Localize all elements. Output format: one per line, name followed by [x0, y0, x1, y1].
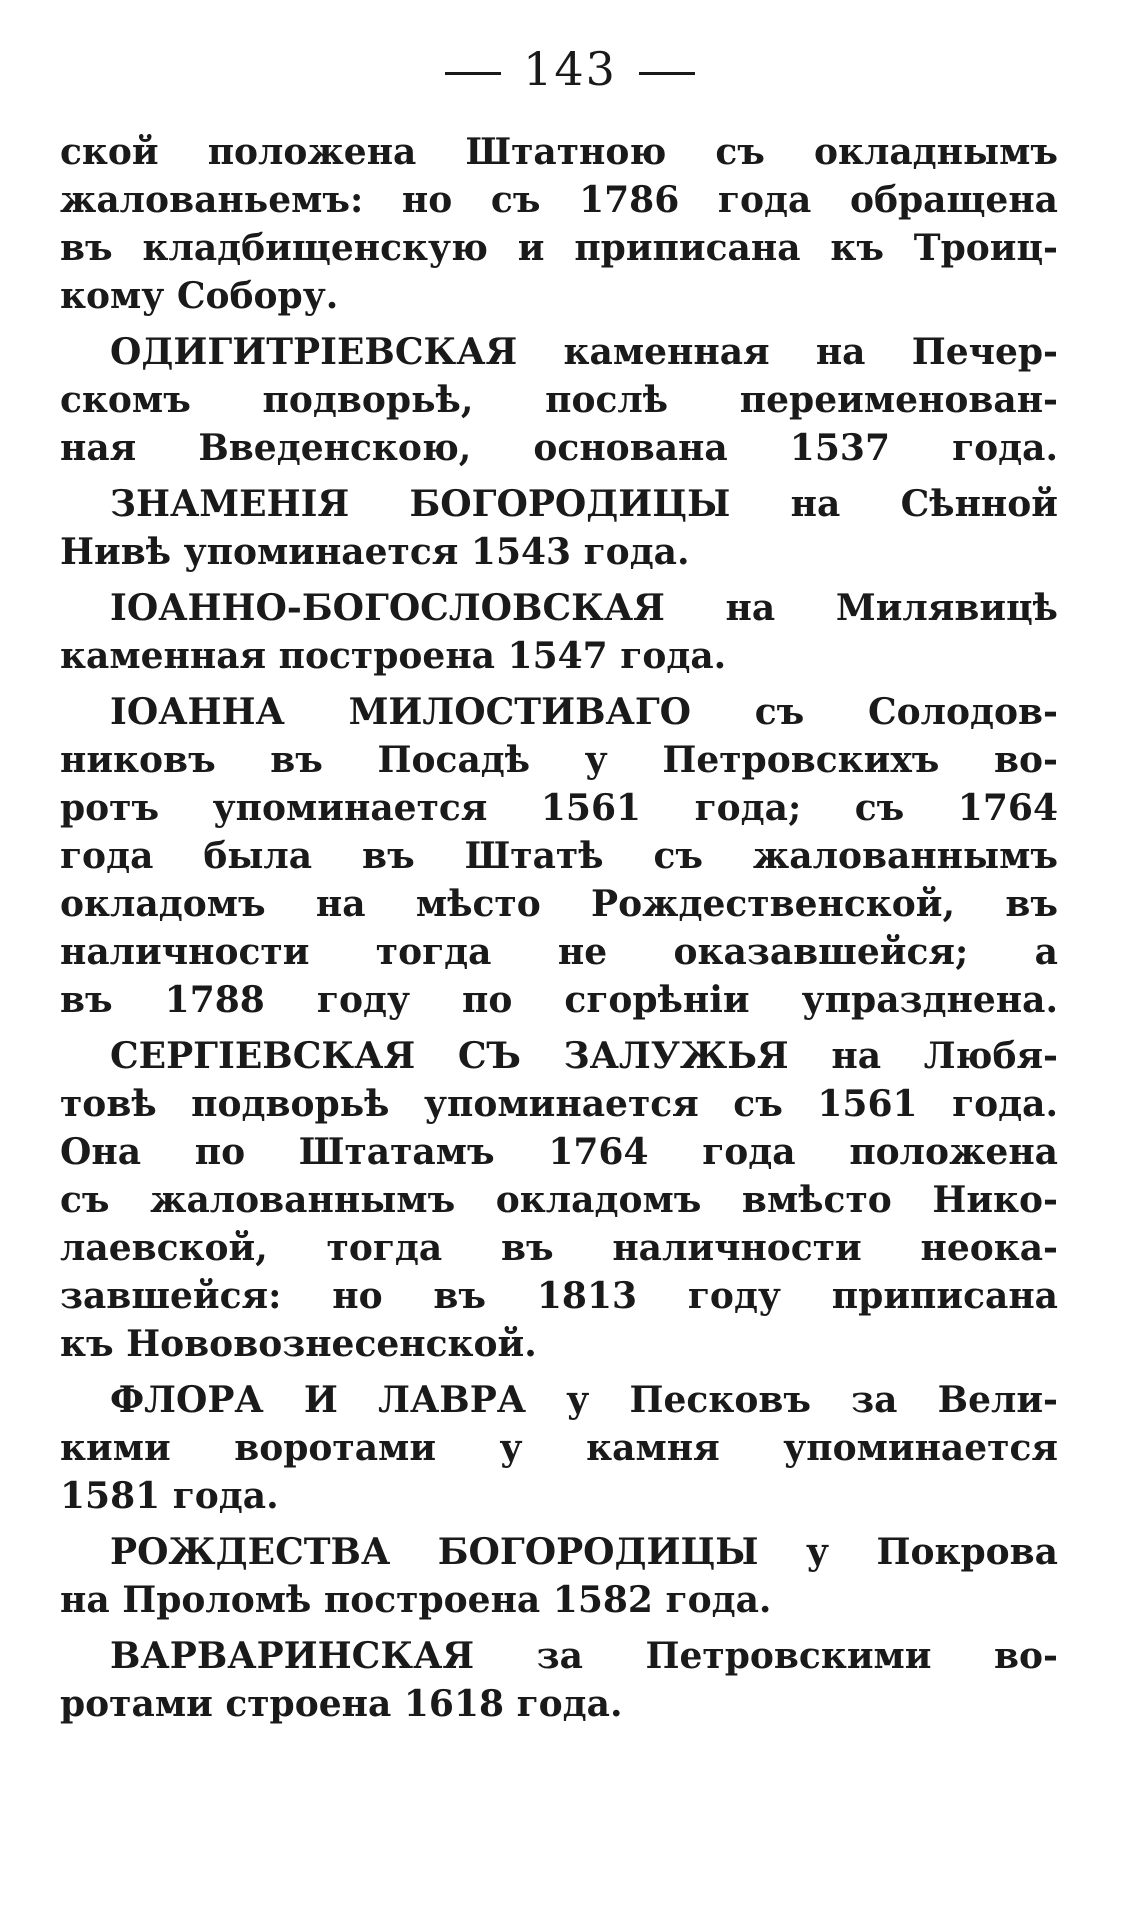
- header-dash-left: [445, 72, 501, 75]
- text-line: окладомъ на мѣсто Рождественской, въ: [60, 883, 1058, 925]
- text-line: ЗНАМЕНІЯ БОГОРОДИЦЫ на Сѣнной: [110, 483, 1058, 525]
- text-line: ІОАННО-БОГОСЛОВСКАЯ на Милявицѣ: [110, 587, 1058, 629]
- text-line: ской положена Штатною съ окладнымъ: [60, 131, 1058, 173]
- header-dash-right: [639, 72, 695, 75]
- text-line: ВАРВАРИНСКАЯ за Петровскими во-: [110, 1635, 1058, 1677]
- text-line: лаевской, тогда въ наличности неока-: [60, 1227, 1058, 1269]
- text-line: въ 1788 году по сгорѣніи упразднена.: [60, 979, 1058, 1021]
- paragraph: [60, 1032, 1058, 1368]
- text-line: въ кладбищенскую и приписана къ Троиц-: [60, 227, 1058, 269]
- paragraph: [60, 584, 1058, 680]
- text-line: ротами строена 1618 года.: [60, 1683, 623, 1725]
- paragraph: [60, 328, 1058, 472]
- text-line: каменная построена 1547 года.: [60, 635, 727, 677]
- text-line: СЕРГІЕВСКАЯ СЪ ЗАЛУЖЬЯ на Любя-: [110, 1035, 1058, 1077]
- paragraph: [60, 1632, 1058, 1728]
- text-line: наличности тогда не оказавшейся; а: [60, 931, 1058, 973]
- text-line: завшейся: но въ 1813 году приписана: [60, 1275, 1058, 1317]
- text-line: на Проломѣ построена 1582 года.: [60, 1579, 772, 1621]
- text-line: РОЖДЕСТВА БОГОРОДИЦЫ у Покрова: [110, 1531, 1058, 1573]
- text-line: года была въ Штатѣ съ жалованнымъ: [60, 835, 1058, 877]
- text-line: никовъ въ Посадѣ у Петровскихъ во-: [60, 739, 1058, 781]
- paragraph: [60, 1528, 1058, 1624]
- text-line: къ Нововознесенской.: [60, 1323, 537, 1365]
- text-line: ная Введенскою, основана 1537 года.: [60, 427, 1058, 469]
- paragraph: [60, 128, 1058, 320]
- text-line: Нивѣ упоминается 1543 года.: [60, 531, 690, 573]
- text-line: 1581 года.: [60, 1475, 279, 1517]
- text-line: жалованьемъ: но съ 1786 года обращена: [60, 179, 1058, 221]
- text-line: ротъ упоминается 1561 года; съ 1764: [60, 787, 1058, 829]
- text-line: кими воротами у камня упоминается: [60, 1427, 1058, 1469]
- page-number: 143: [523, 42, 617, 96]
- text-line: скомъ подворьѣ, послѣ переименован-: [60, 379, 1058, 421]
- paragraph: [60, 1376, 1058, 1520]
- paragraph: [60, 688, 1058, 1024]
- text-body: [60, 128, 1058, 1736]
- text-line: ОДИГИТРІЕВСКАЯ каменная на Печер-: [110, 331, 1058, 373]
- text-line: товѣ подворьѣ упоминается съ 1561 года.: [60, 1083, 1058, 1125]
- page-header: [0, 42, 1140, 96]
- paragraph: [60, 480, 1058, 576]
- text-line: ФЛОРА И ЛАВРА у Песковъ за Вели-: [110, 1379, 1058, 1421]
- text-line: кому Собору.: [60, 275, 339, 317]
- text-line: ІОАННА МИЛОСТИВАГО съ Солодов-: [110, 691, 1058, 733]
- text-line: Она по Штатамъ 1764 года положена: [60, 1131, 1058, 1173]
- text-line: съ жалованнымъ окладомъ вмѣсто Нико-: [60, 1179, 1058, 1221]
